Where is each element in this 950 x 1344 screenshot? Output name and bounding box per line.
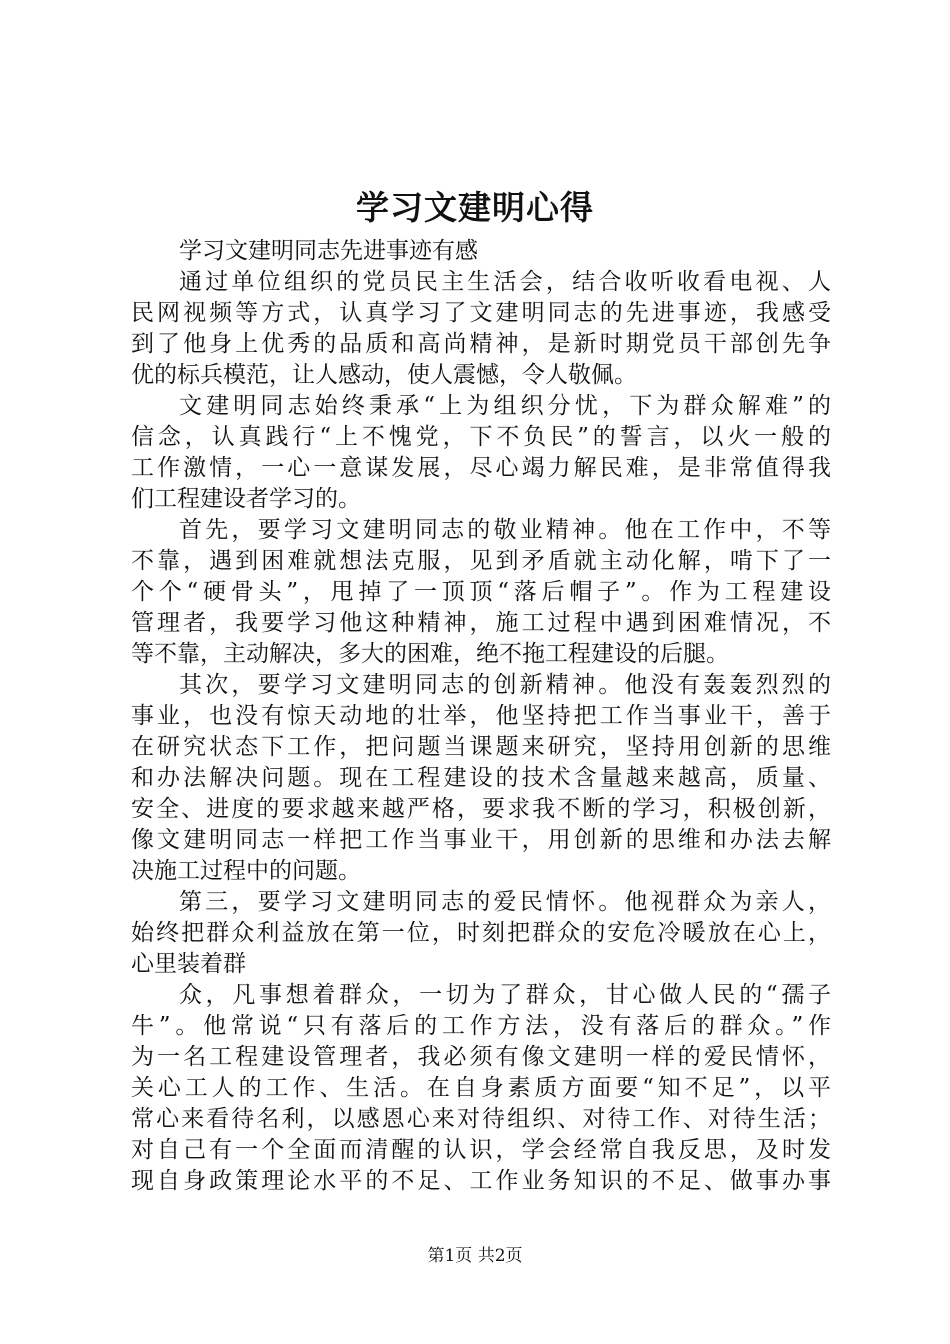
text-line: 们工程建设者学习的。 xyxy=(131,486,361,512)
text-line: 为一名工程建设管理者，我必须有像文建明一样的爱民情怀， xyxy=(131,1044,831,1070)
document-body xyxy=(131,236,831,1197)
text-line: 通过单位组织的党员民主生活会，结合收听收看电视、人 xyxy=(179,269,831,295)
text-line: 像文建明同志一样把工作当事业干，用创新的思维和办法去解 xyxy=(131,827,831,853)
page-footer: 第1页 共2页 xyxy=(427,1246,523,1266)
text-line: 其次，要学习文建明同志的创新精神。他没有轰轰烈烈的 xyxy=(179,672,831,698)
text-line: 始终把群众利益放在第一位，时刻把群众的安危冷暖放在心上， xyxy=(131,920,831,946)
text-line: 关心工人的工作、生活。在自身素质方面要“知不足”，以平 xyxy=(131,1075,831,1101)
text-line: 管理者，我要学习他这种精神，施工过程中遇到困难情况，不 xyxy=(131,610,831,636)
text-line: 对自己有一个全面而清醒的认识，学会经常自我反思，及时发 xyxy=(131,1137,831,1163)
text-line: 第三，要学习文建明同志的爱民情怀。他视群众为亲人， xyxy=(179,889,831,915)
text-line: 优的标兵模范，让人感动，使人震憾，令人敬佩。 xyxy=(131,362,637,388)
text-line: 工作激情，一心一意谋发展，尽心竭力解民难，是非常值得我 xyxy=(131,455,831,481)
text-line: 不靠，遇到困难就想法克服，见到矛盾就主动化解，啃下了一 xyxy=(131,548,831,574)
text-line: 安全、进度的要求越来越严格，要求我不断的学习，积极创新， xyxy=(131,796,831,822)
text-line: 在研究状态下工作，把问题当课题来研究，坚持用创新的思维 xyxy=(131,734,831,760)
page-title: 学习文建明心得 xyxy=(356,188,594,227)
text-line: 首先，要学习文建明同志的敬业精神。他在工作中，不等 xyxy=(179,517,831,543)
text-line: 事业，也没有惊天动地的壮举，他坚持把工作当事业干，善于 xyxy=(131,703,831,729)
text-line: 到了他身上优秀的品质和高尚精神，是新时期党员干部创先争 xyxy=(131,331,831,357)
text-line: 民网视频等方式，认真学习了文建明同志的先进事迹，我感受 xyxy=(131,300,831,326)
text-line: 现自身政策理论水平的不足、工作业务知识的不足、做事办事 xyxy=(131,1168,831,1194)
text-line: 常心来看待名利，以感恩心来对待组织、对待工作、对待生活； xyxy=(131,1106,831,1132)
text-line: 心里装着群 xyxy=(131,951,246,977)
text-line: 学习文建明同志先进事迹有感 xyxy=(179,238,478,264)
text-line: 信念，认真践行“上不愧党，下不负民”的誓言，以火一般的 xyxy=(131,424,831,450)
text-line: 众，凡事想着群众，一切为了群众，甘心做人民的“孺子 xyxy=(179,982,831,1008)
text-line: 决施工过程中的问题。 xyxy=(131,858,361,884)
text-line: 等不靠，主动解决，多大的困难，绝不拖工程建设的后腿。 xyxy=(131,641,729,667)
text-line: 和办法解决问题。现在工程建设的技术含量越来越高，质量、 xyxy=(131,765,831,791)
text-line: 牛”。他常说“只有落后的工作方法，没有落后的群众。”作 xyxy=(131,1013,831,1039)
text-line: 个个“硬骨头”，甩掉了一顶顶“落后帽子”。作为工程建设 xyxy=(131,579,831,605)
text-line: 文建明同志始终秉承“上为组织分忧，下为群众解难”的 xyxy=(179,393,831,419)
